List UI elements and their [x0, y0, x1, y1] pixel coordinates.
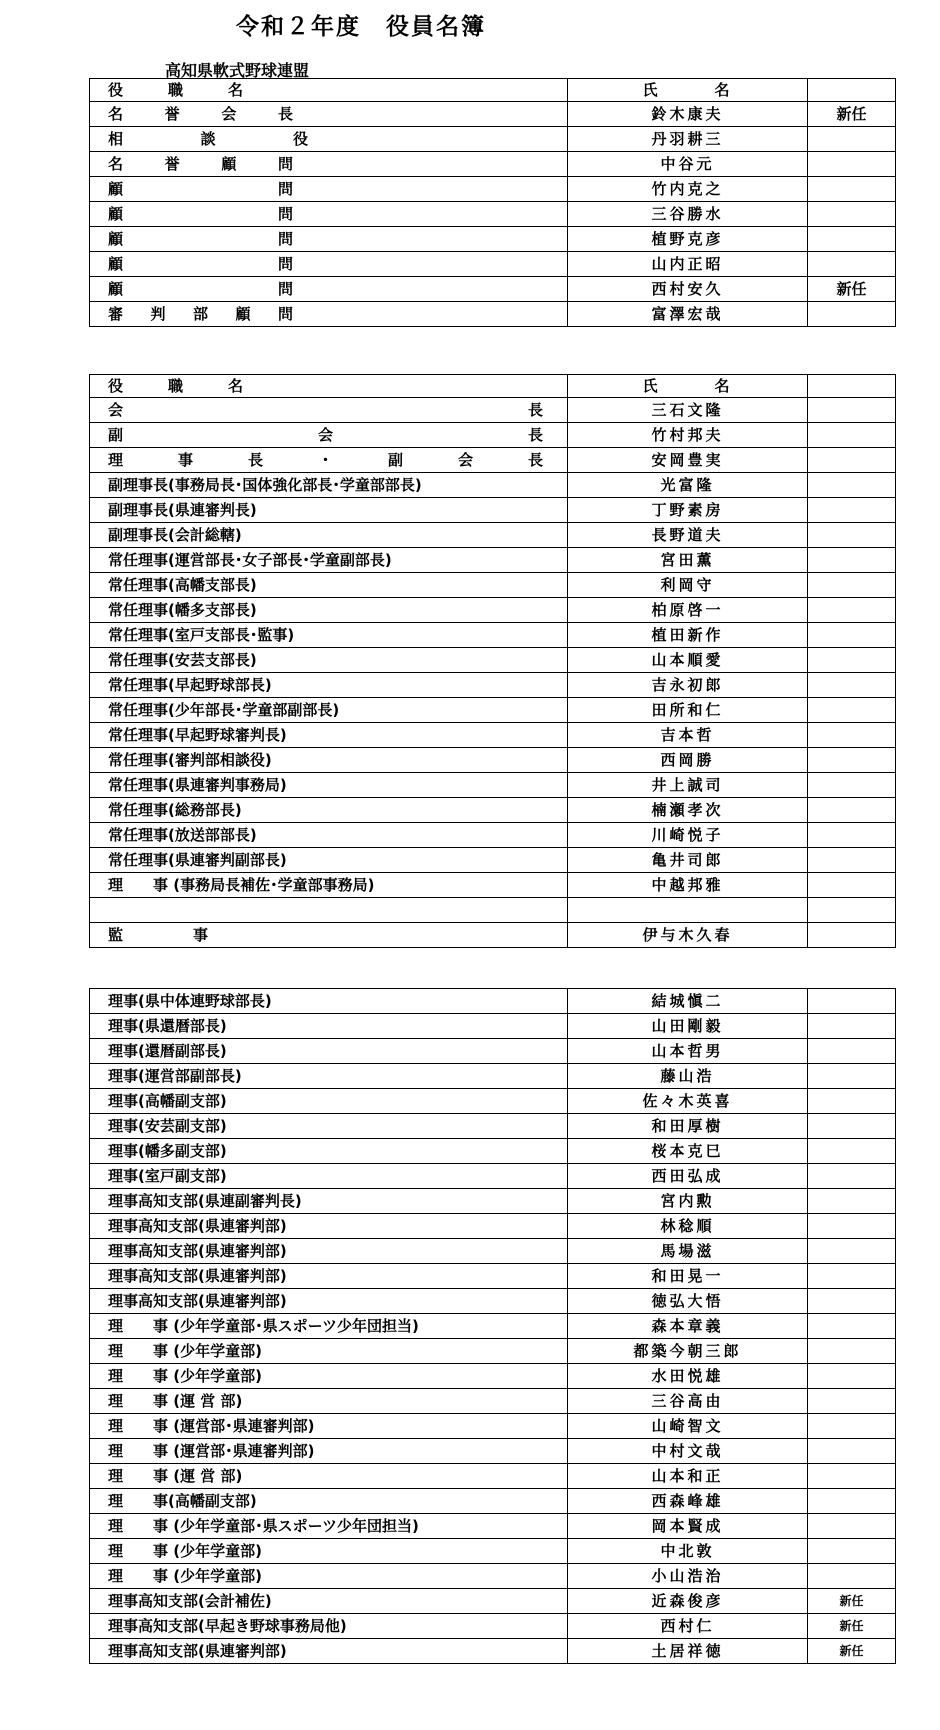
note-cell: [808, 1289, 896, 1314]
table-row: [90, 698, 896, 723]
name-cell: 西岡勝: [568, 748, 808, 773]
header-note: [808, 375, 896, 398]
name-cell: 中越邦雅: [568, 873, 808, 898]
role-cell: 理 事 (運 営 部): [90, 1389, 568, 1414]
role-cell: [90, 127, 568, 152]
name-cell: 西田弘成: [568, 1164, 808, 1189]
table-row: [90, 127, 896, 152]
table-row: [90, 1639, 896, 1664]
table-row: [90, 848, 896, 873]
table-row: [90, 923, 896, 948]
role-cell: 常任理事(早起野球審判長): [90, 723, 568, 748]
name-cell: 水田悦雄: [568, 1364, 808, 1389]
role-label: 監事: [108, 926, 208, 944]
name-cell: 結城愼二: [568, 989, 808, 1014]
note-cell: 新任: [808, 1614, 896, 1639]
note-cell: [808, 1114, 896, 1139]
table-row: [90, 573, 896, 598]
table-row: [90, 252, 896, 277]
table-row: [90, 1039, 896, 1064]
note-cell: [808, 1089, 896, 1114]
note-cell: [808, 798, 896, 823]
role-cell: [90, 923, 568, 948]
name-cell: 植野克彦: [568, 227, 808, 252]
role-cell: 理事高知支部(県連審判部): [90, 1239, 568, 1264]
note-cell: [808, 1014, 896, 1039]
note-cell: [808, 1039, 896, 1064]
note-cell: [808, 1514, 896, 1539]
role-cell: 理事長・副会長: [90, 448, 568, 473]
note-cell: [808, 773, 896, 798]
note-cell: [808, 873, 896, 898]
name-cell: 井上誠司: [568, 773, 808, 798]
role-cell: 副理事長(県連審判長): [90, 498, 568, 523]
table-row: [90, 1339, 896, 1364]
name-cell: 宮内勲: [568, 1189, 808, 1214]
role-cell: 理 事 (少年学童部): [90, 1364, 568, 1389]
note-cell: [808, 1414, 896, 1439]
note-cell: [808, 673, 896, 698]
table-row: [90, 1189, 896, 1214]
note-cell: [808, 1439, 896, 1464]
name-cell: 利岡守: [568, 573, 808, 598]
table-row: [90, 548, 896, 573]
role-label: 顧問: [108, 255, 293, 273]
role-cell: 理 事(高幡副支部): [90, 1489, 568, 1514]
note-cell: [808, 1314, 896, 1339]
table-row: [90, 1064, 896, 1089]
table-row: [90, 1139, 896, 1164]
name-cell: 長野道夫: [568, 523, 808, 548]
name-cell: 岡本賢成: [568, 1514, 808, 1539]
table-row: [90, 673, 896, 698]
name-cell: 竹村邦夫: [568, 423, 808, 448]
role-cell: 理事(県還暦部長): [90, 1014, 568, 1039]
name-cell: 丁野素房: [568, 498, 808, 523]
note-cell: [808, 398, 896, 423]
role-cell: 理事高知支部(早起き野球事務局他): [90, 1614, 568, 1639]
name-cell: 山崎智文: [568, 1414, 808, 1439]
note-cell: [808, 1064, 896, 1089]
role-cell: [90, 277, 568, 302]
name-cell: 山本哲男: [568, 1039, 808, 1064]
table-row: [90, 1289, 896, 1314]
note-cell: [808, 1214, 896, 1239]
role-cell: 常任理事(少年部長･学童部副部長): [90, 698, 568, 723]
role-label: 顧問: [108, 230, 293, 248]
table-row: [90, 152, 896, 177]
name-cell: 西村仁: [568, 1614, 808, 1639]
note-cell: [808, 473, 896, 498]
table-row: [90, 1464, 896, 1489]
role-label: 顧問: [108, 280, 293, 298]
table-row: [90, 1489, 896, 1514]
role-cell: 常任理事(総務部長): [90, 798, 568, 823]
note-cell: 新任: [808, 1639, 896, 1664]
table-row: [90, 823, 896, 848]
table-header-row: [90, 375, 896, 398]
note-cell: [808, 523, 896, 548]
table-row: [90, 873, 896, 898]
name-cell: 山本和正: [568, 1464, 808, 1489]
role-cell: [90, 102, 568, 127]
role-cell: 理 事 (運営部･県連審判部): [90, 1414, 568, 1439]
role-cell: 常任理事(室戸支部長･監事): [90, 623, 568, 648]
note-cell: [808, 1139, 896, 1164]
name-cell: 鈴木康夫: [568, 102, 808, 127]
header-role-label: 役 職 名: [108, 377, 244, 395]
table-row: [90, 1164, 896, 1189]
name-cell: 都築今朝三郎: [568, 1339, 808, 1364]
header-role: [90, 79, 568, 102]
table-row: [90, 1314, 896, 1339]
role-cell: [90, 227, 568, 252]
role-cell: 理事(還暦副部長): [90, 1039, 568, 1064]
note-cell: [808, 623, 896, 648]
name-cell: 和田厚樹: [568, 1114, 808, 1139]
note-cell: [808, 1489, 896, 1514]
name-cell: 林稔順: [568, 1214, 808, 1239]
note-cell: [808, 177, 896, 202]
name-cell: 田所和仁: [568, 698, 808, 723]
table-row: [90, 598, 896, 623]
table-row: [90, 1214, 896, 1239]
role-cell: 理事高知支部(県連副審判長): [90, 1189, 568, 1214]
role-cell: 常任理事(審判部相談役): [90, 748, 568, 773]
note-cell: [808, 698, 896, 723]
name-cell: 和田晃一: [568, 1264, 808, 1289]
table-row: [90, 498, 896, 523]
role-cell: 常任理事(早起野球部長): [90, 673, 568, 698]
name-cell: 吉永初郎: [568, 673, 808, 698]
name-cell: 山本順愛: [568, 648, 808, 673]
note-cell: [808, 723, 896, 748]
table-row: [90, 1589, 896, 1614]
role-cell: 理事(幡多副支部): [90, 1139, 568, 1164]
role-cell: 理事(県中体連野球部長): [90, 989, 568, 1014]
name-cell: 宮田薫: [568, 548, 808, 573]
role-cell: 理事高知支部(県連審判部): [90, 1289, 568, 1314]
note-cell: [808, 598, 896, 623]
role-cell: 会長: [90, 398, 568, 423]
note-cell: [808, 127, 896, 152]
roster-table-directors: [89, 988, 896, 1664]
name-cell: 三谷勝水: [568, 202, 808, 227]
role-cell: 理 事 (運営部･県連審判部): [90, 1439, 568, 1464]
table-row: [90, 227, 896, 252]
table-row: [90, 1564, 896, 1589]
header-name: 氏 名: [568, 375, 808, 398]
note-cell: [808, 152, 896, 177]
note-cell: [808, 989, 896, 1014]
role-cell: 理事高知支部(県連審判部): [90, 1214, 568, 1239]
name-cell: 西森峰雄: [568, 1489, 808, 1514]
spacer-cell: [808, 898, 896, 923]
note-cell: [808, 202, 896, 227]
note-cell: [808, 848, 896, 873]
header-name: 氏 名: [568, 79, 808, 102]
organization-name: 高知県軟式野球連盟: [165, 61, 310, 80]
role-label: 顧問: [108, 180, 293, 198]
note-cell: [808, 1189, 896, 1214]
note-cell: [808, 1364, 896, 1389]
role-cell: 理 事 (少年学童部): [90, 1339, 568, 1364]
table-row: [90, 523, 896, 548]
table-row: [90, 1514, 896, 1539]
role-label: 名誉会長: [108, 105, 293, 123]
table-row: [90, 398, 896, 423]
role-cell: 理事(室戸副支部): [90, 1164, 568, 1189]
roster-table-officers: [89, 374, 896, 948]
role-cell: 理 事 (少年学童部･県スポーツ少年団担当): [90, 1314, 568, 1339]
role-cell: 理事(高幡副支部): [90, 1089, 568, 1114]
note-cell: [808, 1564, 896, 1589]
note-cell: [808, 1239, 896, 1264]
name-cell: 三石文隆: [568, 398, 808, 423]
name-cell: 楠瀬孝次: [568, 798, 808, 823]
note-cell: [808, 748, 896, 773]
role-cell: 理 事 (運 営 部): [90, 1464, 568, 1489]
table-row: [90, 1614, 896, 1639]
note-cell: [808, 1389, 896, 1414]
role-cell: 理事高知支部(県連審判部): [90, 1264, 568, 1289]
header-role-label: 役 職 名: [108, 81, 244, 99]
page-title: 令和２年度 役員名簿: [236, 14, 486, 40]
table-header-row: [90, 79, 896, 102]
name-cell: 丹羽耕三: [568, 127, 808, 152]
name-cell: 近森俊彦: [568, 1589, 808, 1614]
name-cell: 土居祥徳: [568, 1639, 808, 1664]
name-cell: 光富隆: [568, 473, 808, 498]
name-cell: 桜本克巳: [568, 1139, 808, 1164]
role-cell: [90, 302, 568, 327]
role-cell: 理 事 (少年学童部): [90, 1539, 568, 1564]
role-cell: 副理事長(会計総轄): [90, 523, 568, 548]
name-cell: 柏原啓一: [568, 598, 808, 623]
spacer-cell: [90, 898, 568, 923]
role-cell: 常任理事(安芸支部長): [90, 648, 568, 673]
role-cell: 理事高知支部(県連審判部): [90, 1639, 568, 1664]
note-cell: [808, 302, 896, 327]
role-cell: 常任理事(放送部部長): [90, 823, 568, 848]
name-cell: 竹内克之: [568, 177, 808, 202]
note-cell: 新任: [808, 102, 896, 127]
note-cell: [808, 1339, 896, 1364]
note-cell: [808, 227, 896, 252]
name-cell: 中北敦: [568, 1539, 808, 1564]
role-label: 審判部顧問: [108, 305, 293, 323]
note-cell: [808, 923, 896, 948]
header-role: [90, 375, 568, 398]
table-row: [90, 1014, 896, 1039]
note-cell: [808, 498, 896, 523]
table-row: [90, 277, 896, 302]
role-cell: 理事(安芸副支部): [90, 1114, 568, 1139]
name-cell: 山田剛毅: [568, 1014, 808, 1039]
note-cell: 新任: [808, 277, 896, 302]
name-cell: 富澤宏哉: [568, 302, 808, 327]
role-cell: 常任理事(高幡支部長): [90, 573, 568, 598]
table-row: [90, 798, 896, 823]
name-cell: 中谷元: [568, 152, 808, 177]
roster-table-honorary: [89, 78, 896, 327]
note-cell: [808, 573, 896, 598]
role-cell: 常任理事(県連審判事務局): [90, 773, 568, 798]
name-cell: 小山浩治: [568, 1564, 808, 1589]
role-cell: [90, 202, 568, 227]
spacer-cell: [568, 898, 808, 923]
note-cell: [808, 1539, 896, 1564]
table-row: [90, 1439, 896, 1464]
role-cell: 常任理事(県連審判副部長): [90, 848, 568, 873]
note-cell: [808, 1164, 896, 1189]
name-cell: 佐々木英喜: [568, 1089, 808, 1114]
role-label: 名誉顧問: [108, 155, 293, 173]
name-cell: 西村安久: [568, 277, 808, 302]
role-label: 相談役: [108, 130, 308, 148]
note-cell: 新任: [808, 1589, 896, 1614]
note-cell: [808, 448, 896, 473]
role-cell: [90, 252, 568, 277]
table-row: [90, 1114, 896, 1139]
table-row: [90, 423, 896, 448]
role-cell: [90, 177, 568, 202]
note-cell: [808, 648, 896, 673]
table-row: [90, 1089, 896, 1114]
role-cell: 理事高知支部(会計補佐): [90, 1589, 568, 1614]
table-row: [90, 1389, 896, 1414]
table-row: [90, 102, 896, 127]
name-cell: 伊与木久春: [568, 923, 808, 948]
name-cell: 植田新作: [568, 623, 808, 648]
table-row: [90, 723, 896, 748]
role-cell: 副会長: [90, 423, 568, 448]
name-cell: 川崎悦子: [568, 823, 808, 848]
name-cell: 山内正昭: [568, 252, 808, 277]
table-row: [90, 302, 896, 327]
table-row: [90, 473, 896, 498]
name-cell: 馬場滋: [568, 1239, 808, 1264]
table-row: [90, 773, 896, 798]
note-cell: [808, 548, 896, 573]
note-cell: [808, 252, 896, 277]
table-row: [90, 1239, 896, 1264]
table-row: [90, 1264, 896, 1289]
role-cell: 副理事長(事務局長･国体強化部長･学童部部長): [90, 473, 568, 498]
name-cell: 安岡豊実: [568, 448, 808, 473]
name-cell: 中村文哉: [568, 1439, 808, 1464]
table-row: [90, 177, 896, 202]
role-cell: 理事(運営部副部長): [90, 1064, 568, 1089]
note-cell: [808, 823, 896, 848]
role-cell: 常任理事(運営部長･女子部長･学童副部長): [90, 548, 568, 573]
spacer-row: [90, 898, 896, 923]
note-cell: [808, 1264, 896, 1289]
role-cell: [90, 152, 568, 177]
role-cell: 理 事 (少年学童部･県スポーツ少年団担当): [90, 1514, 568, 1539]
table-row: [90, 648, 896, 673]
name-cell: 徳弘大悟: [568, 1289, 808, 1314]
table-row: [90, 448, 896, 473]
table-row: [90, 989, 896, 1014]
table-row: [90, 1364, 896, 1389]
name-cell: 藤山浩: [568, 1064, 808, 1089]
role-cell: 理 事 (事務局長補佐･学童部事務局): [90, 873, 568, 898]
note-cell: [808, 1464, 896, 1489]
name-cell: 吉本哲: [568, 723, 808, 748]
table-row: [90, 748, 896, 773]
table-row: [90, 202, 896, 227]
name-cell: 三谷高由: [568, 1389, 808, 1414]
table-row: [90, 1539, 896, 1564]
header-note: [808, 79, 896, 102]
role-cell: 常任理事(幡多支部長): [90, 598, 568, 623]
table-row: [90, 623, 896, 648]
role-cell: 理 事 (少年学童部): [90, 1564, 568, 1589]
name-cell: 亀井司郎: [568, 848, 808, 873]
name-cell: 森本章義: [568, 1314, 808, 1339]
role-label: 顧問: [108, 205, 293, 223]
table-row: [90, 1414, 896, 1439]
note-cell: [808, 423, 896, 448]
